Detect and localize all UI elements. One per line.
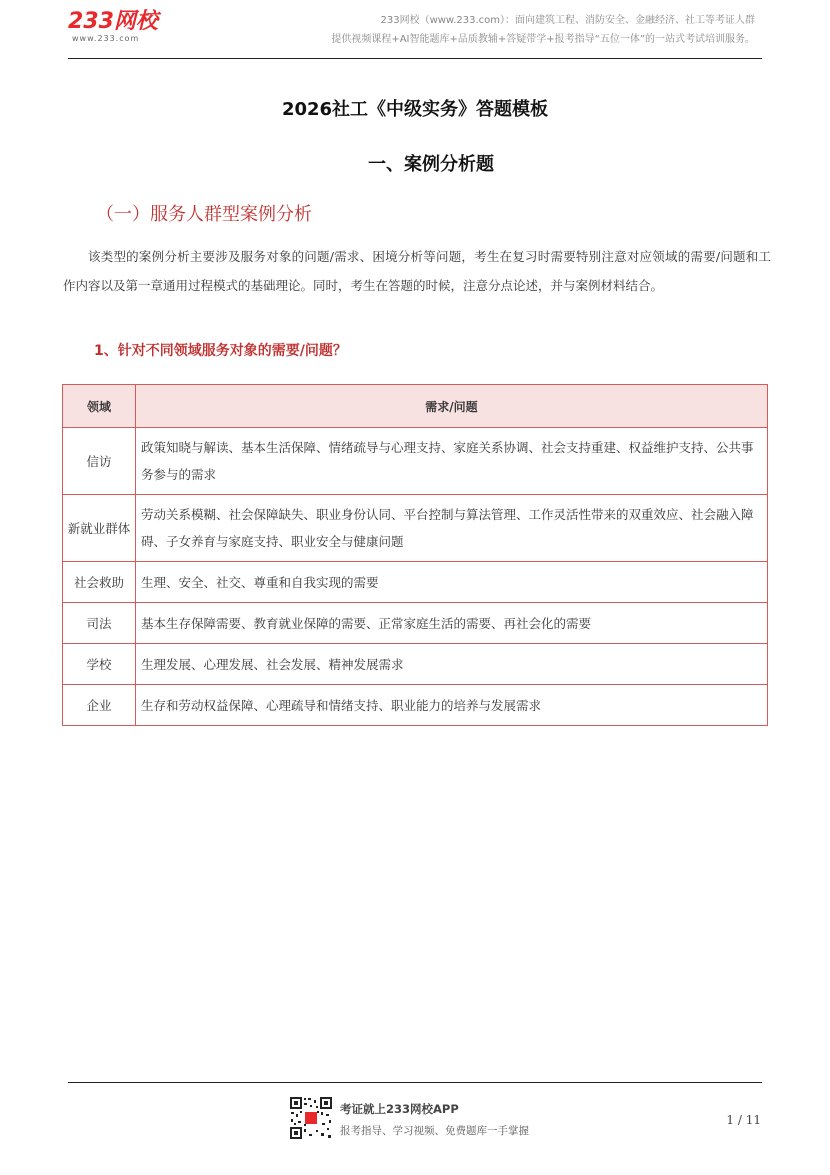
intro-paragraph: 该类型的案例分析主要涉及服务对象的问题/需求、困境分析等问题，考生在复习时需要特别注意对应领域的需要/问题和工作内容以及第一章通用过程模式的基础理论。同时，考生在答题的时候，注意分点论述，并与案例材料结合。	[63, 249, 771, 293]
question-heading: 1、针对不同领域服务对象的需要/问题？	[94, 343, 347, 359]
needs-cell: 政策知晓与解读、基本生活保障、情绪疏导与心理支持、家庭关系协调、社会支持重建、权益维护支持、公共事务参与的需求	[136, 428, 768, 495]
table-row	[63, 644, 768, 685]
needs-cell: 生理、安全、社交、尊重和自我实现的需要	[136, 562, 768, 603]
logo-text: 233网校	[68, 9, 158, 34]
domain-cell: 学校	[63, 644, 136, 685]
needs-cell: 劳动关系模糊、社会保障缺失、职业身份认同、平台控制与算法管理、工作灵活性带来的双重效应、社会融入障碍、子女养育与家庭支持、职业安全与健康问题	[136, 495, 768, 562]
logo-url: www.233.com	[72, 34, 140, 43]
document-title: 2026社工《中级实务》答题模板	[281, 99, 549, 120]
subsection-title: （一）服务人群型案例分析	[96, 204, 312, 225]
table-header-row	[63, 385, 768, 428]
domain-cell: 司法	[63, 603, 136, 644]
needs-table	[62, 384, 768, 726]
qr-code-icon[interactable]	[289, 1096, 333, 1140]
footer-divider	[68, 1082, 762, 1083]
domain-cell: 新就业群体	[63, 495, 136, 562]
page-number: 1 / 11	[726, 1113, 761, 1127]
needs-cell: 生存和劳动权益保障、心理疏导和情绪支持、职业能力的培养与发展需求	[136, 685, 768, 726]
domain-cell: 企业	[63, 685, 136, 726]
domain-cell: 社会救助	[63, 562, 136, 603]
header-info-line2: 提供视频课程+AI智能题库+品质教辅+答疑带学+报考指导“五位一体”的一站式考试培训服务。	[331, 34, 755, 45]
column-header-needs: 需求/问题	[136, 385, 768, 428]
needs-cell: 基本生存保障需要、教育就业保障的需要、正常家庭生活的需要、再社会化的需要	[136, 603, 768, 644]
page-header	[0, 0, 830, 60]
footer-app-promo[interactable]: 考证就上233网校APP	[340, 1102, 459, 1116]
site-logo[interactable]	[68, 10, 158, 44]
domain-cell: 信访	[63, 428, 136, 495]
header-info	[331, 11, 755, 49]
table-row	[63, 685, 768, 726]
section-title: 一、案例分析题	[368, 154, 494, 175]
footer-tagline: 报考指导、学习视频、免费题库一手掌握	[340, 1125, 529, 1137]
header-divider	[68, 58, 762, 59]
needs-cell: 生理发展、心理发展、社会发展、精神发展需求	[136, 644, 768, 685]
column-header-domain: 领域	[63, 385, 136, 428]
table-row	[63, 495, 768, 562]
table-row	[63, 428, 768, 495]
header-info-line1: 233网校（www.233.com）：面向建筑工程、消防安全、金融经济、社工等考证人群	[380, 15, 755, 26]
table-row	[63, 562, 768, 603]
table-row	[63, 603, 768, 644]
